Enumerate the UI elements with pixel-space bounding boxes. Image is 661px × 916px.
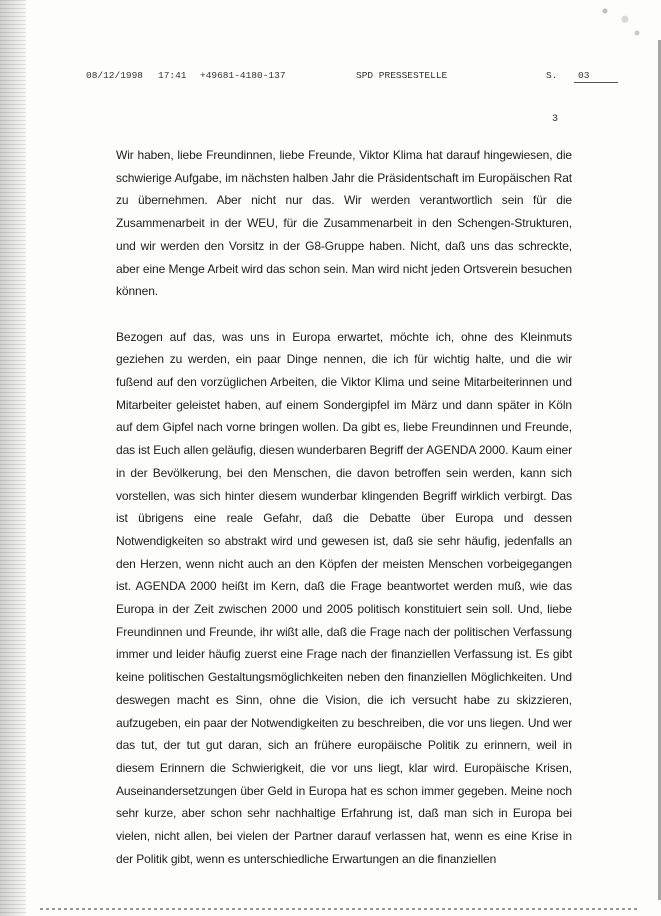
scan-noise [581,0,661,55]
fax-page-label: S. [546,70,558,81]
scan-left-edge [0,0,26,916]
fax-header [86,70,626,84]
paragraph-1: Wir haben, liebe Freundinnen, liebe Freunde, Viktor Klima hat darauf hingewiesen, die schwierige Aufgabe, im nächsten halben Jahr die Präsidentschaft im Europäischen Rat zu übernehmen. Aber nicht nur das. Wir werden verantwortlich sein für die Zusammenarbeit in der WEU, für die Zusammenarbeit in den Schengen-Strukturen, und wir werden den Vorsitz in der G8-Gruppe haben. Nicht, daß uns das schreckte, aber eine Menge Arbeit wird das schon sein. Man wird nicht jeden Ortsverein besuchen können. [116,148,572,299]
page-number: 3 [552,114,559,125]
fax-page-code: 03 [578,70,590,81]
paragraph-2: Bezogen auf das, was uns in Europa erwartet, möchte ich, ohne des Kleinmuts geziehen zu werden, ein paar Dinge nennen, die ich für wichtig halte, und die wir fußend auf den vorzüglichen Arbeiten, die Viktor Klima und seine Mitarbeiterinnen und Mitarbeiter geleistet haben, auf einem Sondergipfel im März und dann später in Köln auf dem Gipfel nach vorne bringen wollen. Da gibt es, liebe Freundinnen und Freunde, das ist Euch allen geläufig, diesen wunderbaren Begriff der AGENDA 2000. Kaum einer in der Bevölkerung, bei den Menschen, die davon betroffen sein werden, kann sich vorstellen, was sich hinter diesem wunderbar klingenden Begriff wirklich verbirgt. Das ist übrigens eine reale Gefahr, daß die Debatte über Europa und dessen Notwendigkeiten so abstrakt wird und gewesen ist, daß sie sehr häufig, jedenfalls an den Herzen, wenn nicht auch an den Köpfen der meisten Menschen vorbeigegangen ist. AGENDA 2000 heißt im Kern, daß die Frage beantwortet werden muß, wie das Europa in der Zeit zwischen 2000 und 2005 politisch konstituiert sein soll. Und, liebe Freundinnen und Freunde, ihr wißt alle, daß die Frage nach der politischen Verfassung immer und leider häufig zuerst eine Frage nach der finanziellen Verfassung ist. Es gibt keine politischen Gestaltungsmöglichkeiten neben den finanziellen Möglichkeiten. Und deswegen macht es Sinn, ohne die Vision, die ich versucht habe zu skizzieren, aufzugeben, ein paar der Notwendigkeiten zu beschreiben, die vor uns liegen. Und wer das tut, der tut gut daran, sich an frühere europäische Politik zu erinnern, weil in diesem Erinnern die Schwierigkeit, die vor uns liegt, klar wird. Europäische Krisen, Auseinandersetzungen über Geld in Europa hat es schon immer gegeben. Meine noch sehr kurze, aber schon sehr nachhaltige Erfahrung ist, daß man sich in Europa bei vielen, nicht allen, bei vielen der Partner darauf verlassen hat, wenn es eine Krise in der Politik gibt, wenn es unterschiedliche Erwartungen an die finanziellen [116,329,572,866]
fax-sender: SPD PRESSESTELLE [356,70,448,81]
fax-date: 08/12/1998 [86,70,144,81]
fax-time: 17:41 [158,70,187,81]
scan-bottom-edge [40,908,640,910]
document-body [116,144,572,893]
page-code-underline [574,82,618,83]
fax-phone: +49681-4180-137 [200,70,286,81]
